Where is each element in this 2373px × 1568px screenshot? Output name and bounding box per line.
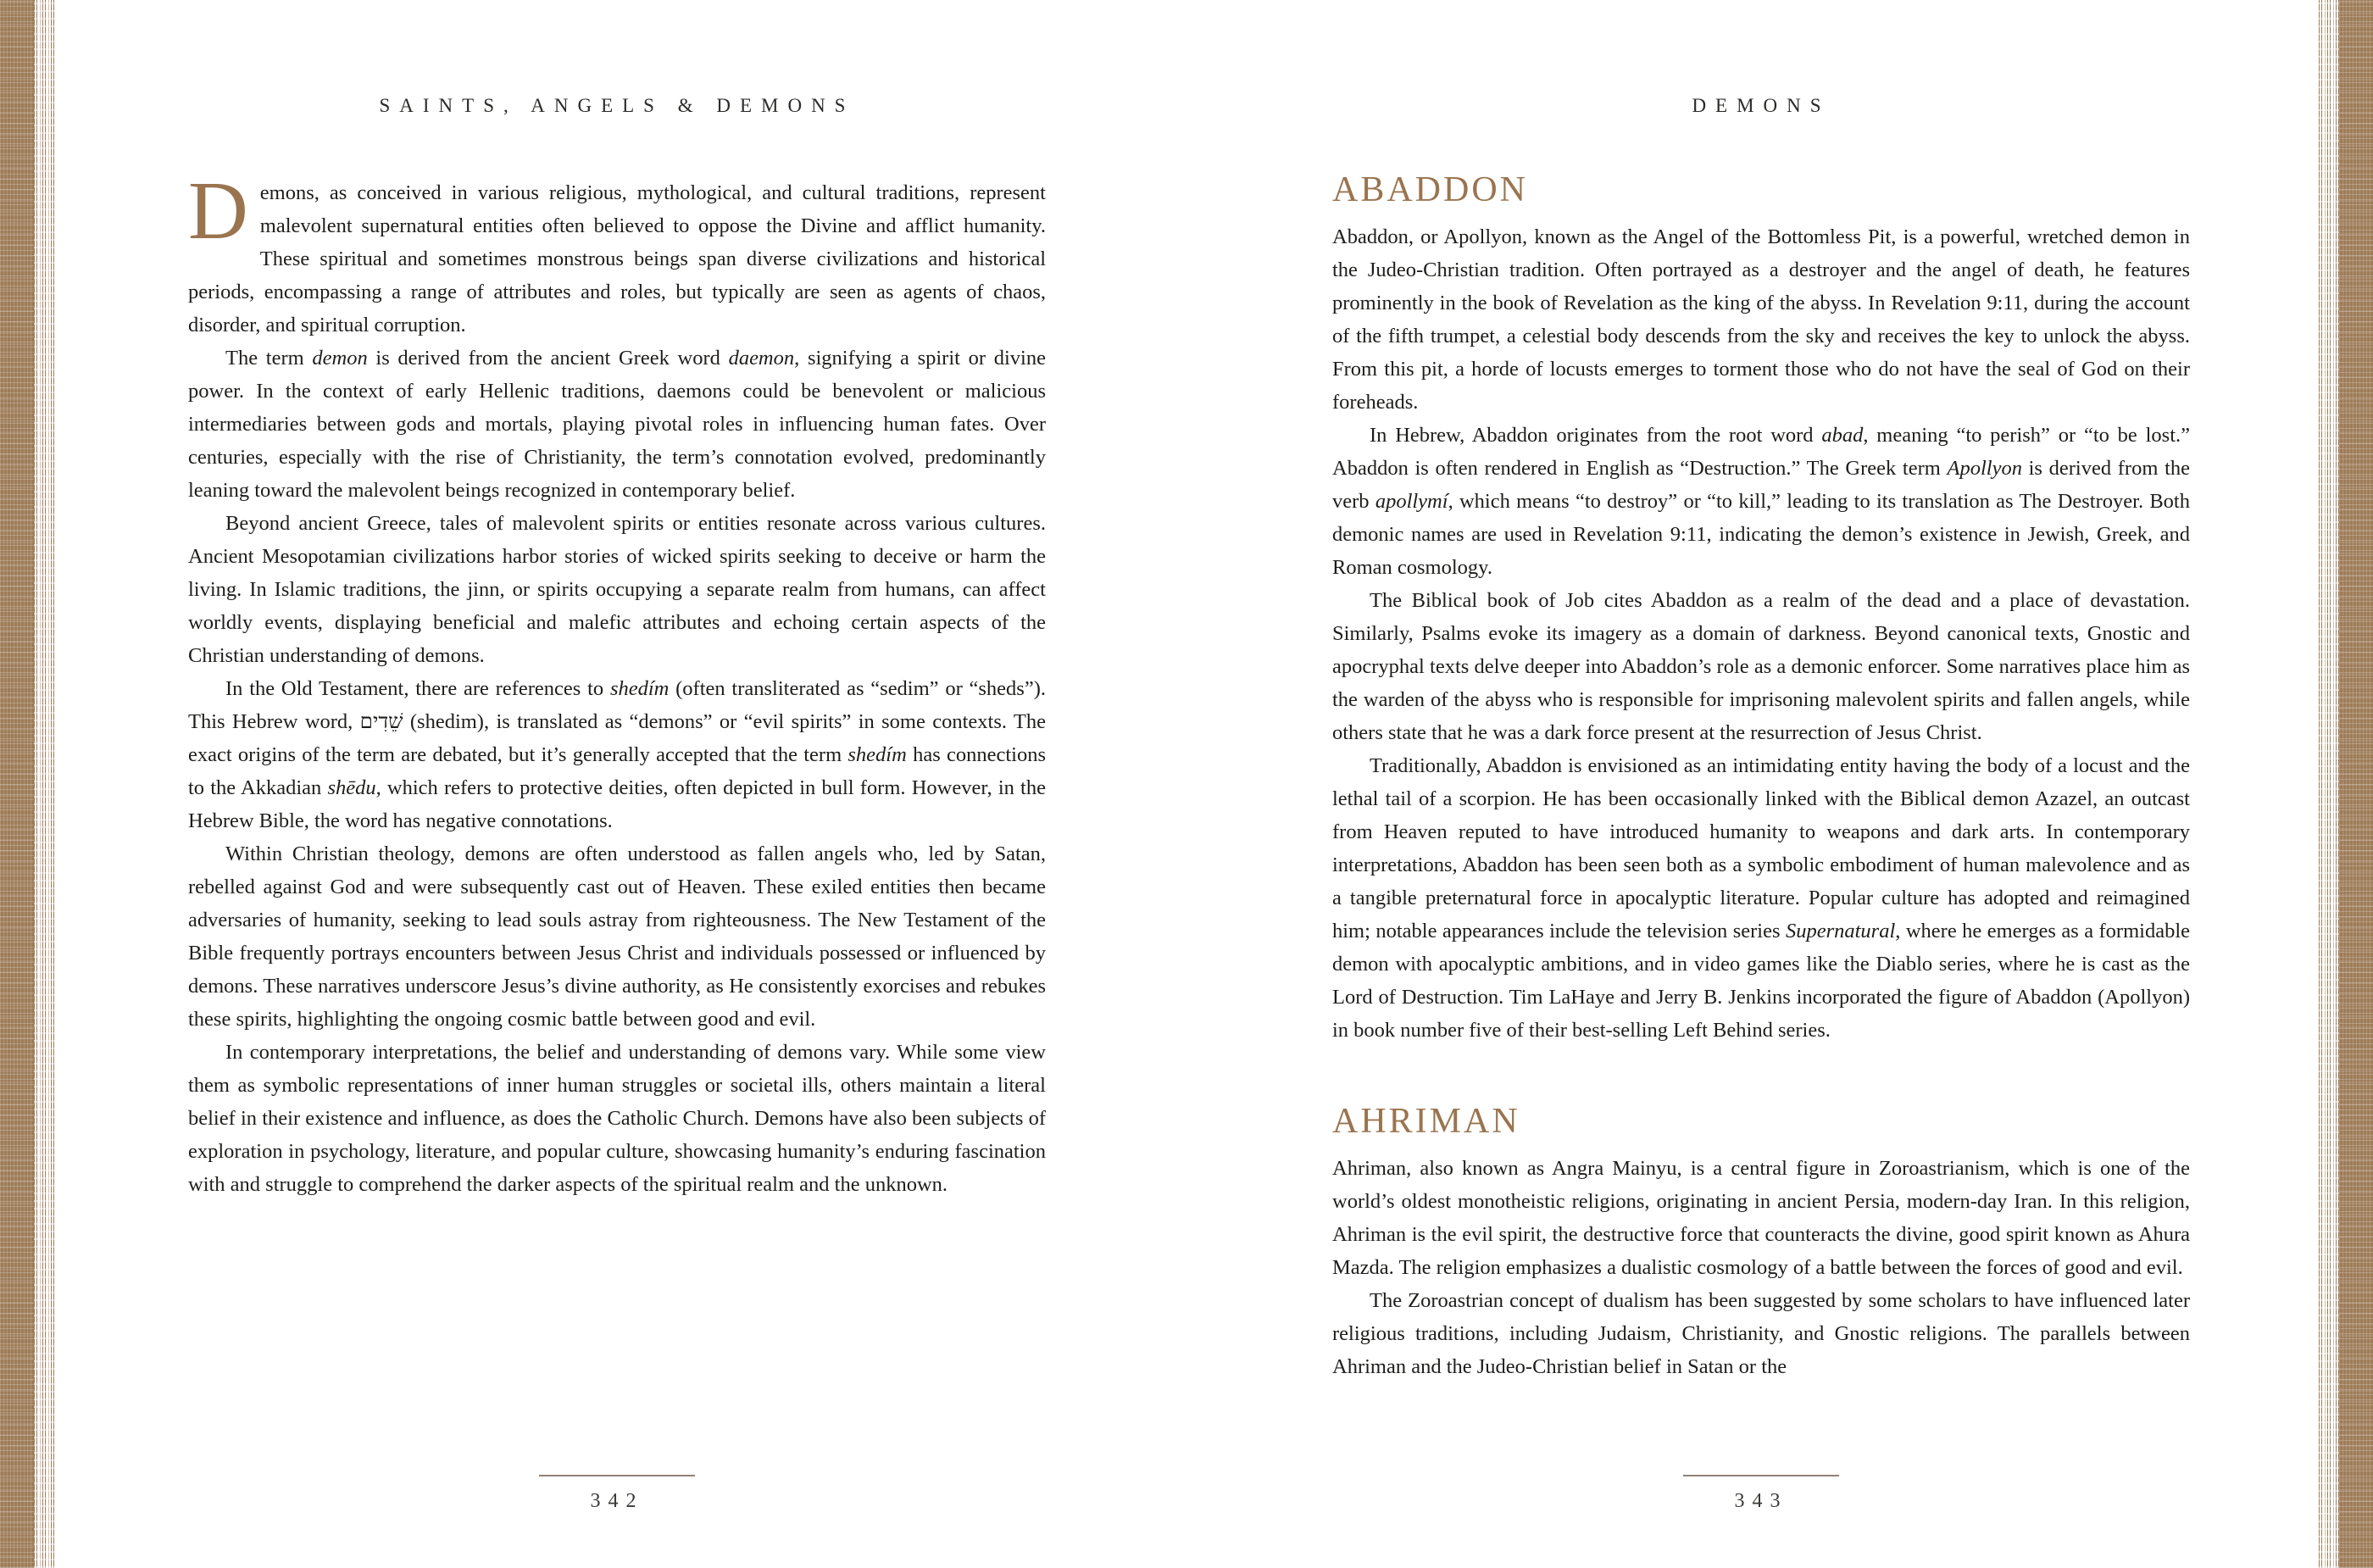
page-number-right: 343 (1734, 1490, 1788, 1512)
page-footer-left (188, 1475, 1046, 1513)
paragraph: The Biblical book of Job cites Abaddon as a realm of the dead and a place of devastation. Similarly, Psalms evoke its imagery as a domain of darkness. Beyond canonical texts, Gnostic and apocryphal texts delve deeper into Abaddon’s role as a demonic enforcer. Some narratives place him as the warden of the abyss who is responsible for imprisoning malevolent spirits and fallen angels, while others state that he was a dark force present at the resurrection of Jesus Christ. (1332, 589, 2190, 744)
footer-rule-left (539, 1475, 695, 1476)
border-left-streaks (34, 0, 54, 1568)
intro-paragraphs (188, 165, 1047, 1201)
paragraph: The Zoroastrian concept of dualism has been suggested by some scholars to have influenced later religious traditions, including Judaism, Christianity, and Gnostic religions. The parallels between Ahriman and the Judeo-Christian belief in Satan or the (1332, 1289, 2190, 1378)
paragraph: Traditionally, Abaddon is envisioned as an intimidating entity having the body of a locust and the lethal tail of a scorpion. He has been occasionally linked with the Biblical demon Azazel, an outcast from Heaven reputed to have introduced humanity to weapons and dark arts. In contemporary interpretations, Abaddon has been seen both as a symbolic embodiment of human malevolence and as a tangible preternatural force in apocalyptic literature. Popular culture has adopted and reimagined him; notable appearances include the television series Supernatural, where he emerges as a formidable demon with apocalyptic ambitions, and in video games like the Diablo series, where he is cast as the Lord of Destruction. Tim LaHaye and Jerry B. Jenkins incorporated the figure of Abaddon (Apollyon) in book number five of their best-selling Left Behind series. (1332, 754, 2190, 1042)
footer-rule-right (1683, 1475, 1839, 1476)
paragraph: Within Christian theology, demons are often understood as fallen angels who, led by Satan, rebelled against God and were subsequently cast out of Heaven. These exiled entities then became adversaries of humanity, seeking to lead souls astray from righteousness. The New Testament of the Bible frequently portrays encounters between Jesus Christ and individuals possessed or influenced by demons. These narratives underscore Jesus’s divine authority, as He consistently exorcises and rebukes these spirits, highlighting the ongoing cosmic battle between good and evil. (188, 842, 1046, 1031)
running-head-left: SAINTS, ANGELS & DEMONS (379, 95, 855, 116)
paragraph: In the Old Testament, there are references to shedím (often transliterated as “sedim” or “sheds”). This Hebrew word, שֵׁדִים (shedim), is translated as “demons” or “evil spirits” in some contexts. The exact origins of the term are debated, but it’s generally accepted that the term shedím has connections to the Akkadian shēdu, which refers to protective deities, often depicted in bull form. However, in the Hebrew Bible, the word has negative connotations. (188, 677, 1047, 832)
border-right-solid (2339, 0, 2373, 1568)
page-right (1332, 0, 2190, 1568)
page-footer-right (1332, 1475, 2190, 1513)
decorative-border-left (0, 0, 54, 1568)
demon-entries (1332, 170, 2190, 1383)
border-left-solid (0, 0, 34, 1568)
entry-title: AHRIMAN (1332, 1102, 1520, 1141)
decorative-border-right (2319, 0, 2373, 1568)
border-right-streaks (2319, 0, 2339, 1568)
demon-entry (1332, 170, 2190, 1047)
paragraph: In contemporary interpretations, the belief and understanding of demons vary. While some view them as symbolic representations of inner human struggles or societal ills, others maintain a literal belief in their existence and influence, as does the Catholic Church. Demons have also been subjects of exploration in psychology, literature, and popular culture, showcasing humanity’s enduring fascination with and struggle to comprehend the darker aspects of the spiritual realm and the unknown. (188, 1041, 1046, 1196)
demon-entry (1332, 1101, 2190, 1383)
drop-cap: D (188, 165, 248, 257)
paragraph: Demons, as conceived in various religious, mythological, and cultural traditions, represent malevolent supernatural entities often believed to oppose the Divine and afflict humanity. These spiritual and sometimes monstrous beings span diverse civilizations and historical periods, encompassing a range of attributes and roles, but typically are seen as agents of chaos, disorder, and spiritual corruption. (188, 165, 1046, 336)
paragraph: Beyond ancient Greece, tales of malevolent spirits or entities resonate across various cultures. Ancient Mesopotamian civilizations harbor stories of wicked spirits seeking to deceive or harm the living. In Islamic traditions, the jinn, or spirits occupying a separate realm from humans, can affect worldly events, displaying beneficial and malefic attributes and echoing certain aspects of the Christian understanding of demons. (188, 512, 1046, 667)
paragraph: Ahriman, also known as Angra Mainyu, is a central figure in Zoroastrianism, which is one of the world’s oldest monotheistic religions, originating in ancient Persia, modern-day Iran. In this religion, Ahriman is the evil spirit, the destructive force that counteracts the divine, good spirit known as Ahura Mazda. The religion emphasizes a dualistic cosmology of a battle between the forces of good and evil. (1332, 1157, 2190, 1279)
page-left (188, 0, 1046, 1568)
paragraph: Abaddon, or Apollyon, known as the Angel of the Bottomless Pit, is a powerful, wretched demon in the Judeo-Christian tradition. Often portrayed as a destroyer and the angel of death, he features prominently in the book of Revelation as the king of the abyss. In Revelation 9:11, during the account of the fifth trumpet, a celestial body descends from the sky and receives the key to unlock the abyss. From this pit, a horde of locusts emerges to torment those who do not have the seal of God on their foreheads. (1332, 225, 2190, 414)
running-head-right: DEMONS (1692, 95, 1831, 116)
paragraph: The term demon is derived from the ancient Greek word daemon, signifying a spirit or divine power. In the context of early Hellenic traditions, daemons could be benevolent or malicious intermediaries between gods and mortals, playing pivotal roles in influencing human fates. Over centuries, especially with the rise of Christianity, the term’s connotation evolved, predominantly leaning toward the malevolent beings recognized in contemporary belief. (188, 347, 1046, 502)
paragraph: In Hebrew, Abaddon originates from the root word abad, meaning “to perish” or “to be lost.” Abaddon is often rendered in English as “Destruction.” The Greek term Apollyon is derived from the verb apollymí, which means “to destroy” or “to kill,” leading to its translation as The Destroyer. Both demonic names are used in Revelation 9:11, indicating the demon’s existence in Jewish, Greek, and Roman cosmology. (1332, 424, 2191, 579)
page-number-left: 342 (590, 1490, 644, 1512)
entry-title: ABADDON (1332, 170, 1528, 209)
